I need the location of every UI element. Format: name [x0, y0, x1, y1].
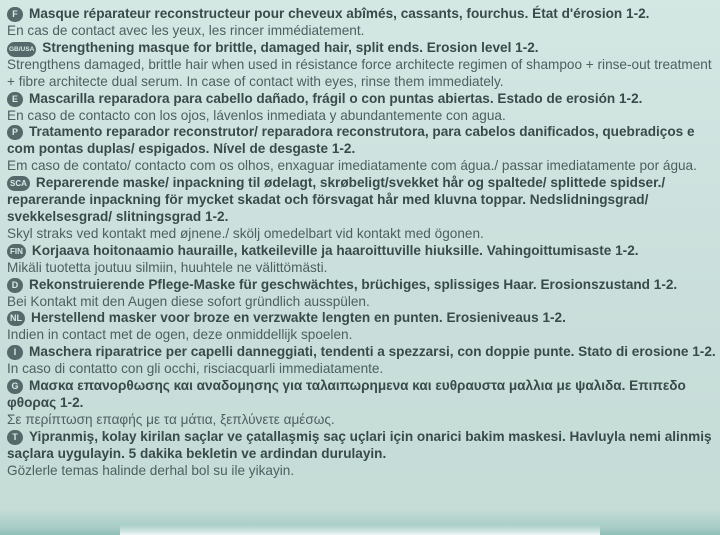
language-badge: NL	[7, 311, 25, 326]
entry-title: Reparerende maske/ inpackning til ødelagt, skrøbeligt/svekket hår og spaltede/ splittede spidser./ reparerande inpackning för mycket skadat och försvagat hår med kluvna toppar. Nedslidningsgrad/ svekkelsesgrad/ slitningsgrad 1-2.	[7, 175, 666, 224]
entry-title: Maschera riparatrice per capelli danneggiati, tendenti a spezzarsi, con doppie punte. Stato di erosione 1-2.	[29, 344, 716, 360]
language-badge: D	[7, 278, 23, 293]
entry-gb-usa	[7, 40, 714, 91]
entry-warning: En cas de contact avec les yeux, les rincer immédiatement.	[7, 22, 365, 38]
entry-it	[7, 344, 714, 378]
entry-title: Rekonstruierende Pflege-Maske für geschwächtes, brüchiges, splissiges Haar. Erosionszustand 1-2.	[29, 276, 678, 292]
entry-tr	[7, 429, 714, 480]
entry-title: Herstellend masker voor broze en verzwakte lengten en punten. Erosieniveaus 1-2.	[31, 310, 566, 326]
entry-title: Mascarilla reparadora para cabello dañado, frágil o con puntas abiertas. Estado de erosión 1-2.	[29, 90, 643, 106]
entry-warning: Mikäli tuotetta joutuu silmiin, huuhtele ne välittömästi.	[7, 259, 328, 275]
entry-warning: En caso de contacto con los ojos, lávenlos inmediata y abundantemente con agua.	[7, 107, 506, 123]
package-edge-highlight	[120, 525, 600, 535]
language-badge: SCA	[7, 176, 30, 191]
entry-warning: Indien in contact met de ogen, deze onmiddellijk spoelen.	[7, 327, 353, 343]
entry-title: Tratamento reparador reconstrutor/ reparadora reconstrutora, para cabelos danificados, quebradiços e com pontas duplas/ espigados. Nível de desgaste 1-2.	[7, 124, 695, 157]
language-badge: I	[7, 345, 23, 360]
entry-title: Masque réparateur reconstructeur pour cheveux abîmés, cassants, fourchus. État d'érosion 1-2.	[29, 6, 650, 21]
language-badge: GB/USA	[7, 42, 36, 57]
entry-warning: Σε περίπτωση επαφής με τα μάτια, ξεπλύνετε αμέσως.	[7, 411, 335, 427]
entry-pt	[7, 124, 714, 175]
entry-warning: Gözlerle temas halinde derhal bol su ile yikayin.	[7, 462, 295, 478]
entry-warning: Bei Kontakt mit den Augen diese sofort gründlich ausspülen.	[7, 293, 370, 309]
entry-nl	[7, 310, 714, 344]
entry-title: Strengthening masque for brittle, damaged hair, split ends. Erosion level 1-2.	[42, 39, 539, 55]
entry-title: Μασκα επανορθωσης και αναδομησης για ταλαιπωρημενα και ευθραυστα μαλλια με ψαλιδα. Επιπεδο φθορας 1-2.	[7, 378, 686, 410]
entry-fin	[7, 243, 714, 277]
entry-fr	[7, 6, 714, 40]
entry-de	[7, 277, 714, 311]
language-badge: FIN	[7, 244, 26, 259]
entry-title: Yipranmiş, kolay kirilan saçlar ve çatallaşmiş saç uçlari için onarici bakim maskesi. Havluyla nemi alinmiş saçlara uygulayin. 5 dakika bekletin ve ardindan durulayin.	[7, 428, 712, 461]
entry-title: Korjaava hoitonaamio hauraille, katkeileville ja haaroittuville hiuksille. Vahingoittumisaste 1-2.	[31, 242, 639, 258]
entry-sca	[7, 175, 714, 243]
language-badge: F	[7, 7, 23, 22]
entry-warning: Skyl straks ved kontakt med øjnene./ skölj omedelbart vid kontakt med ögonen.	[7, 225, 484, 241]
language-badge: T	[7, 430, 23, 445]
language-badge: P	[7, 125, 23, 140]
entry-warning: In caso di contatto con gli occhi, risciacquarli immediatamente.	[7, 361, 384, 377]
language-badge: G	[7, 379, 23, 394]
language-badge: E	[7, 92, 23, 107]
entry-gr	[7, 378, 714, 429]
entry-warning: Em caso de contato/ contacto com os olhos, enxaguar imediatamente com água./ passar imediatamente por água.	[7, 158, 697, 174]
entry-warning: Strengthens damaged, brittle hair when used in résistance force architecte regimen of shampoo + rinse-out treatment + fibre architecte dual serum. In case of contact with eyes, rinse them immediately.	[7, 56, 712, 89]
entry-es	[7, 91, 714, 125]
